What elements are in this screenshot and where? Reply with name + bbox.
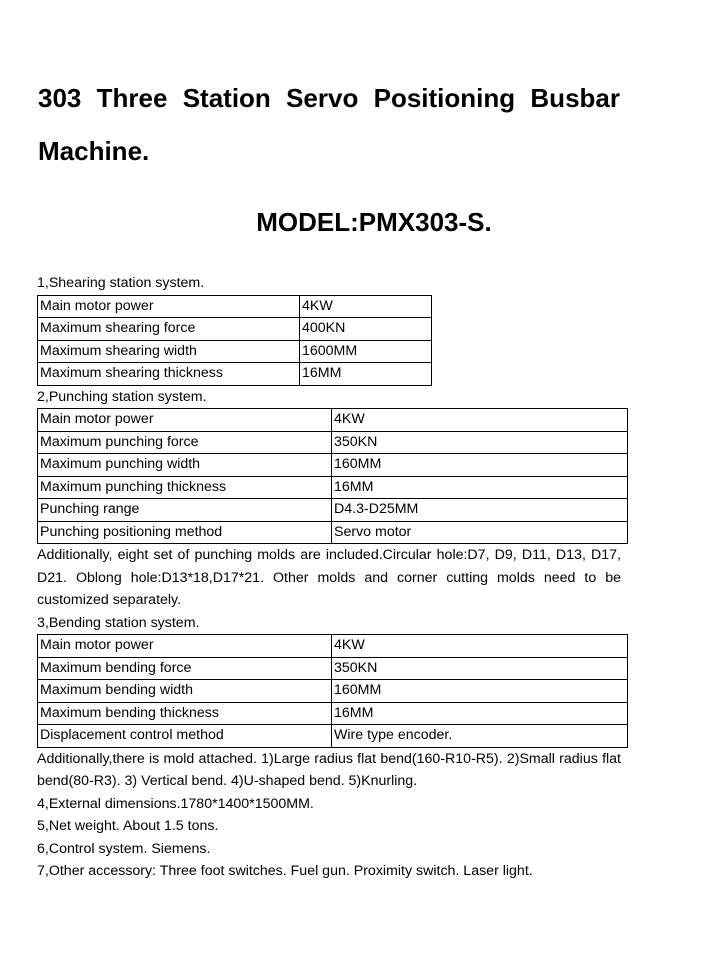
spec-label: Main motor power — [38, 295, 300, 318]
spec-value: 400KN — [300, 318, 432, 341]
other-accessory: 7,Other accessory: Three foot switches. Fuel gun. Proximity switch. Laser light. — [37, 863, 533, 879]
spec-value: 1600MM — [300, 340, 432, 363]
spec-label: Punching range — [38, 499, 332, 522]
spec-row — [38, 318, 432, 341]
bending-heading: 3,Bending station system. — [37, 614, 200, 631]
spec-row — [38, 476, 628, 499]
spec-label: Main motor power — [38, 409, 332, 432]
spec-value: Servo motor — [332, 521, 628, 544]
spec-value: 160MM — [332, 454, 628, 477]
spec-value: 160MM — [332, 680, 628, 703]
bending-note: Additionally,there is mold attached. 1)Large radius flat bend(160-R10-R5). 2)Small radius flat bend(80-R3). 3) Vertical bend. 4)U-shaped bend. 5)Knurling. — [37, 750, 621, 789]
shearing-table-body — [38, 295, 432, 385]
punching-heading: 2,Punching station system. — [37, 388, 207, 405]
punching-note: Additionally, eight set of punching molds are included.Circular hole:D7, D9, D11, D13, D17, D21. Oblong hole:D13*18,D17*21. Other molds and corner cutting molds need to be customized separately. — [37, 547, 621, 608]
spec-value: D4.3-D25MM — [332, 499, 628, 522]
spec-row — [38, 635, 628, 658]
spec-row — [38, 499, 628, 522]
spec-label: Maximum shearing thickness — [38, 363, 300, 386]
spec-label: Maximum shearing force — [38, 318, 300, 341]
spec-value: 16MM — [332, 702, 628, 725]
spec-value: 350KN — [332, 431, 628, 454]
spec-value: 16MM — [332, 476, 628, 499]
spec-row — [38, 295, 432, 318]
bending-table-body — [38, 635, 628, 748]
spec-row — [38, 409, 628, 432]
net-weight: 5,Net weight. About 1.5 tons. — [37, 818, 219, 834]
spec-row — [38, 431, 628, 454]
spec-row — [38, 680, 628, 703]
punching-spec-table — [37, 408, 628, 544]
spec-row — [38, 725, 628, 748]
spec-label: Maximum bending thickness — [38, 702, 332, 725]
document-body — [37, 272, 621, 883]
spec-row — [38, 363, 432, 386]
spec-value: 4KW — [332, 635, 628, 658]
spec-value: 4KW — [332, 409, 628, 432]
spec-row — [38, 702, 628, 725]
spec-label: Displacement control method — [38, 725, 332, 748]
spec-label: Maximum punching width — [38, 454, 332, 477]
spec-label: Main motor power — [38, 635, 332, 658]
punching-table-body — [38, 409, 628, 544]
spec-label: Maximum bending force — [38, 657, 332, 680]
external-dimensions: 4,External dimensions.1780*1400*1500MM. — [37, 795, 314, 812]
spec-row — [38, 521, 628, 544]
shearing-heading: 1,Shearing station system. — [37, 275, 205, 291]
spec-label: Maximum punching thickness — [38, 476, 332, 499]
spec-value: 16MM — [300, 363, 432, 386]
document-title: 303 Three Station Servo Positioning Busbar Machine. — [38, 83, 620, 166]
spec-label: Maximum bending width — [38, 680, 332, 703]
spec-label: Maximum shearing width — [38, 340, 300, 363]
spec-row — [38, 657, 628, 680]
model-heading: MODEL:PMX303-S. — [256, 207, 492, 237]
control-system: 6,Control system. Siemens. — [37, 840, 211, 857]
spec-label: Maximum punching force — [38, 431, 332, 454]
spec-value: Wire type encoder. — [332, 725, 628, 748]
spec-row — [38, 454, 628, 477]
bending-spec-table — [37, 634, 628, 748]
spec-row — [38, 340, 432, 363]
spec-label: Punching positioning method — [38, 521, 332, 544]
spec-value: 350KN — [332, 657, 628, 680]
shearing-spec-table — [37, 295, 432, 386]
spec-value: 4KW — [300, 295, 432, 318]
